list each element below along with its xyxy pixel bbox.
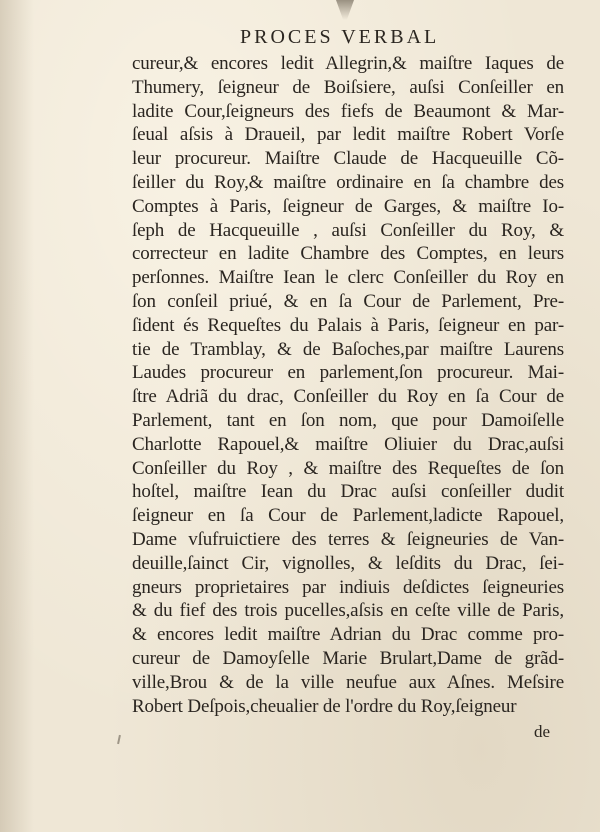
text-line: & du fief des trois pucelles,aſsis en ceſte ville de Paris, xyxy=(132,600,564,622)
text-line: Dame vſufruictiere des terres & ſeigneuries de Van- xyxy=(132,528,564,550)
text-line: Charlotte Rapouel,& maiſtre Oliuier du Drac,auſsi xyxy=(132,433,564,455)
page-edge-mark xyxy=(336,0,354,20)
text-line: Parlement, tant en ſon nom, que pour Damoiſelle xyxy=(132,409,564,431)
text-line: ſident és Requeſtes du Palais à Paris, ſeigneur en par- xyxy=(132,314,564,336)
margin-mark xyxy=(117,735,121,744)
text-line: Conſeiller du Roy , & maiſtre des Requeſtes de ſon xyxy=(132,457,564,479)
text-line: Comptes à Paris, ſeigneur de Garges, & maiſtre Io- xyxy=(132,195,564,217)
running-head: PROCES VERBAL xyxy=(240,26,440,48)
text-line: ladite Cour,ſeigneurs des fiefs de Beaumont & Mar- xyxy=(132,100,564,122)
text-line: gneurs proprietaires par indiuis deſdictes ſeigneuries xyxy=(132,576,564,598)
text-line: cureur,& encores ledit Allegrin,& maiſtre Iaques de xyxy=(132,53,564,74)
text-line: ſeiller du Roy,& maiſtre ordinaire en ſa chambre des xyxy=(132,171,564,193)
text-line: cureur de Damoyſelle Marie Brulart,Dame de grãd- xyxy=(132,647,564,669)
text-line: perſonnes. Maiſtre Iean le clerc Conſeiller du Roy en xyxy=(132,267,564,289)
text-line: ville,Brou & de la ville neufue aux Aſnes. Meſsire xyxy=(132,671,564,693)
catchword: de xyxy=(534,722,551,741)
text-line: tie de Tramblay, & de Baſoches,par maiſtre Laurens xyxy=(132,338,564,360)
text-line: ſeual aſsis à Draueil, par ledit maiſtre Robert Vorſe xyxy=(132,124,564,146)
text-line: Robert Deſpois,cheualier de l'ordre du Roy,ſeigneur xyxy=(132,695,517,717)
text-line: leur procureur. Maiſtre Claude de Hacqueuille Cõ- xyxy=(132,148,564,170)
text-line: hoſtel, maiſtre Iean du Drac auſsi conſeiller dudit xyxy=(132,481,564,503)
body-text xyxy=(132,52,564,718)
text-line: ſeigneur en ſa Cour de Parlement,ladicte Rapouel, xyxy=(132,505,564,527)
text-line: correcteur en ladite Chambre des Comptes, en leurs xyxy=(132,243,564,265)
text-line: ſon conſeil priué, & en ſa Cour de Parlement, Pre- xyxy=(132,290,564,312)
text-line: ſeph de Hacqueuille , auſsi Conſeiller du Roy, & xyxy=(132,219,564,241)
text-line: deuille,ſainct Cir, vignolles, & leſdits du Drac, ſei- xyxy=(132,552,564,574)
text-line: & encores ledit maiſtre Adrian du Drac comme pro- xyxy=(132,624,564,646)
text-line: Laudes procureur en parlement,ſon procureur. Mai- xyxy=(132,362,564,384)
gutter-shadow xyxy=(0,0,34,832)
text-line: Thumery, ſeigneur de Boiſsiere, auſsi Conſeiller en xyxy=(132,76,564,98)
text-line: ſtre Adriã du drac, Conſeiller du Roy en ſa Cour de xyxy=(132,386,564,408)
